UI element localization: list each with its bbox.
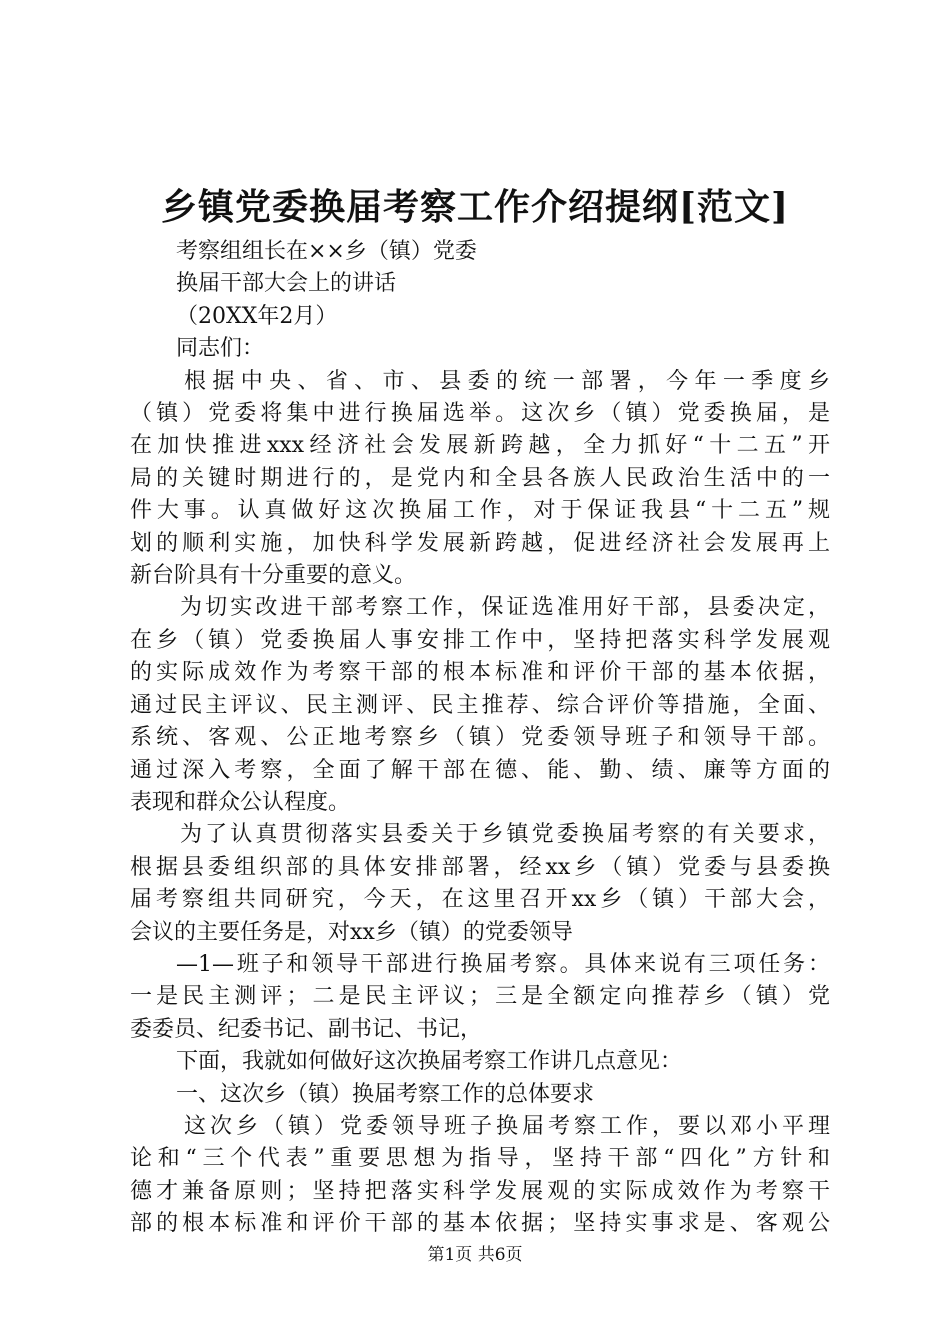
body-line: 这次乡（镇）党委领导班子换届考察工作，要以邓小平理 (184, 1113, 830, 1139)
body-line: 系统、客观、公正地考察乡（镇）党委领导班子和领导干部。 (130, 725, 830, 751)
body-line: 为了认真贯彻落实县委关于乡镇党委换届考察的有关要求， (180, 822, 830, 848)
body-line: （20XX年2月） (176, 303, 338, 329)
document-body (130, 236, 830, 1241)
body-line: 会议的主要任务是，对xx乡（镇）的党委领导 (130, 919, 573, 945)
body-line: 根据县委组织部的具体安排部署，经xx乡（镇）党委与县委换 (130, 854, 830, 880)
body-line: 论和“三个代表”重要思想为指导，坚持干部“四化”方针和 (130, 1146, 830, 1172)
body-line: 部的根本标准和评价干部的基本依据；坚持实事求是、客观公 (130, 1211, 830, 1237)
body-line: 同志们： (176, 336, 265, 362)
document-title: 乡镇党委换届考察工作介绍提纲[范文] (160, 186, 790, 228)
body-line: 在加快推进xxx经济社会发展新跨越，全力抓好“十二五”开 (130, 433, 830, 459)
body-line: 的实际成效作为考察干部的根本标准和评价干部的基本依据， (130, 660, 830, 686)
body-line: 委委员、纪委书记、副书记、书记， (130, 1016, 483, 1042)
body-line: 下面，我就如何做好这次换届考察工作讲几点意见： (176, 1049, 683, 1075)
page-footer: 第1页 共6页 (427, 1245, 523, 1265)
body-line: 表现和群众公认程度。 (130, 789, 351, 815)
body-line: —1—班子和领导干部进行换届考察。具体来说有三项任务： (176, 951, 830, 977)
body-line: 考察组组长在××乡（镇）党委 (176, 239, 477, 264)
body-line: 一、这次乡（镇）换届考察工作的总体要求 (176, 1081, 595, 1107)
body-line: （镇）党委将集中进行换届选举。这次乡（镇）党委换届，是 (130, 401, 830, 427)
body-line: 件大事。认真做好这次换届工作，对于保证我县“十二五”规 (130, 498, 830, 524)
body-line: 届考察组共同研究，今天，在这里召开xx乡（镇）干部大会， (130, 887, 830, 913)
body-line: 通过深入考察，全面了解干部在德、能、勤、绩、廉等方面的 (130, 757, 830, 783)
body-line: 新台阶具有十分重要的意义。 (130, 563, 417, 589)
body-line: 根据中央、省、市、县委的统一部署，今年一季度乡 (184, 368, 830, 394)
body-line: 为切实改进干部考察工作，保证选准用好干部，县委决定， (180, 595, 830, 621)
body-line: 划的顺利实施，加快科学发展新跨越，促进经济社会发展再上 (130, 530, 830, 556)
body-line: 德才兼备原则；坚持把落实科学发展观的实际成效作为考察干 (130, 1178, 830, 1204)
body-line: 局的关键时期进行的，是党内和全县各族人民政治生活中的一 (130, 465, 830, 491)
body-line: 在乡（镇）党委换届人事安排工作中，坚持把落实科学发展观 (130, 627, 830, 653)
body-line: 换届干部大会上的讲话 (176, 271, 397, 297)
body-line: 通过民主评议、民主测评、民主推荐、综合评价等措施，全面、 (130, 692, 830, 718)
body-line: 一是民主测评；二是民主评议；三是全额定向推荐乡（镇）党 (130, 984, 830, 1010)
